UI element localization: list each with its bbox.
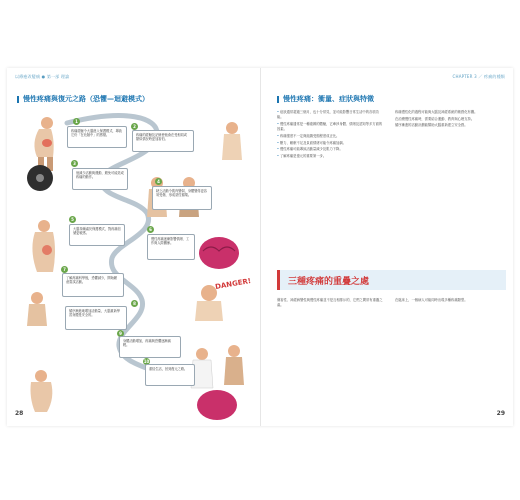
paragraph: 疼痛慢性化的過程可能與大腦及神經系統的敏感化有關。 (395, 110, 478, 114)
brain-healthy-icon (195, 386, 240, 424)
step-box: 身體活動增加，疼痛與恐懼逐漸減輕。 (119, 336, 181, 358)
paragraph: • 了解疼痛是復元的重要第一步。 (277, 154, 385, 159)
person-standing-figure (217, 343, 252, 388)
step-number: 3 (71, 160, 78, 167)
step-box: 循序漸進地增加活動量，大腦重新學習身體是安全的。 (65, 306, 127, 330)
text-column-3 (277, 298, 385, 310)
step-number: 8 (131, 300, 138, 307)
person-sitting-figure (19, 290, 59, 335)
diagram-title: 慢性疼痛與復元之路（恐懼—迴避模式） (17, 96, 149, 103)
step-number: 9 (117, 330, 124, 337)
step-box: 重拾生活，回到復元之路。 (145, 364, 195, 386)
person-exercise-figure (21, 368, 61, 416)
step-number: 1 (73, 118, 80, 125)
right-running-head: CHAPTER 3 ／ 疼痛的種類 (452, 74, 505, 79)
person-thinking-figure (212, 118, 252, 163)
step-number: 5 (69, 216, 76, 223)
step-box: 他減少活動與運動，避免可能造成疼痛的動作。 (72, 168, 128, 190)
text-column-2 (395, 110, 503, 130)
left-running-head: 以療癒改變痛 ● 第一部 理論 (15, 74, 70, 79)
paragraph: 循序漸進的活動計劃能幫助大腦重新建立安全感。 (395, 123, 468, 128)
paragraph: • 疼痛強度不一定與組織受損程度成正比。 (277, 134, 385, 139)
step-number: 4 (155, 178, 162, 185)
step-number: 2 (131, 123, 138, 130)
text-column-1 (277, 110, 385, 161)
paragraph: • 壓力、睡眠不足及負面情緒可能令疼痛加劇。 (277, 141, 385, 146)
step-number: 7 (61, 266, 68, 273)
danger-label: DANGER! (214, 276, 252, 292)
paragraph: 在臨床上，一個病人可能同時出現多種疼痛類型。 (395, 298, 468, 302)
step-number: 6 (147, 226, 154, 233)
paragraph: • 症狀通常超過三個月，也十分常見，並可能影響日常生活中的各項功能。 (277, 110, 385, 120)
paragraph: • 慢性疼痛通常是一種複雜的體驗，它牽涉身體、情緒及認知等多方面的因素。 (277, 122, 385, 132)
paragraph: 在治療慢性疼痛時，需要結合運動、教育與心理支持。 (395, 116, 475, 121)
left-page-number: 28 (15, 410, 24, 417)
step-box: 慢性疼痛逐漸影響情緒、工作與人際關係。 (147, 234, 195, 260)
step-box: 疼痛經驗令大腦進入保護模式，導致它仍「在危險中」的感覺。 (67, 126, 127, 148)
paragraph: • 慢性疼痛可能導致活動量減少及肌力下降。 (277, 147, 385, 152)
step-box: 疼痛的經驗及記憶使他會在受相同或類似情況時更加害怕。 (132, 130, 194, 152)
weight-plate-icon (25, 163, 55, 193)
step-box: 大腦持續處於保護模式，對疼痛信號更敏感。 (69, 224, 125, 246)
page-gutter (260, 68, 261, 426)
right-page-number: 29 (496, 410, 505, 417)
book-spread (7, 68, 513, 426)
step-number: 10 (143, 359, 150, 364)
step-box: 缺乏活動令肌肉變弱，身體變得更容易受傷，形成惡性循環。 (152, 186, 212, 210)
step-box: 了解疼痛科學後，恐懼減少，開始願意嘗試活動。 (62, 273, 124, 297)
section-title-overlap: 三種疼痛的重疊之處 (288, 277, 370, 287)
section-banner (277, 270, 506, 290)
text-column-4 (395, 298, 503, 305)
paragraph: 傷害性、神經病變性與慢性疼痛並不是互相排斥的，它們之間常有重疊之處。 (277, 298, 383, 308)
brain-icon (197, 233, 242, 273)
section-title-chronic: 慢性疼痛：衝量、症狀與特徵 (277, 96, 374, 103)
